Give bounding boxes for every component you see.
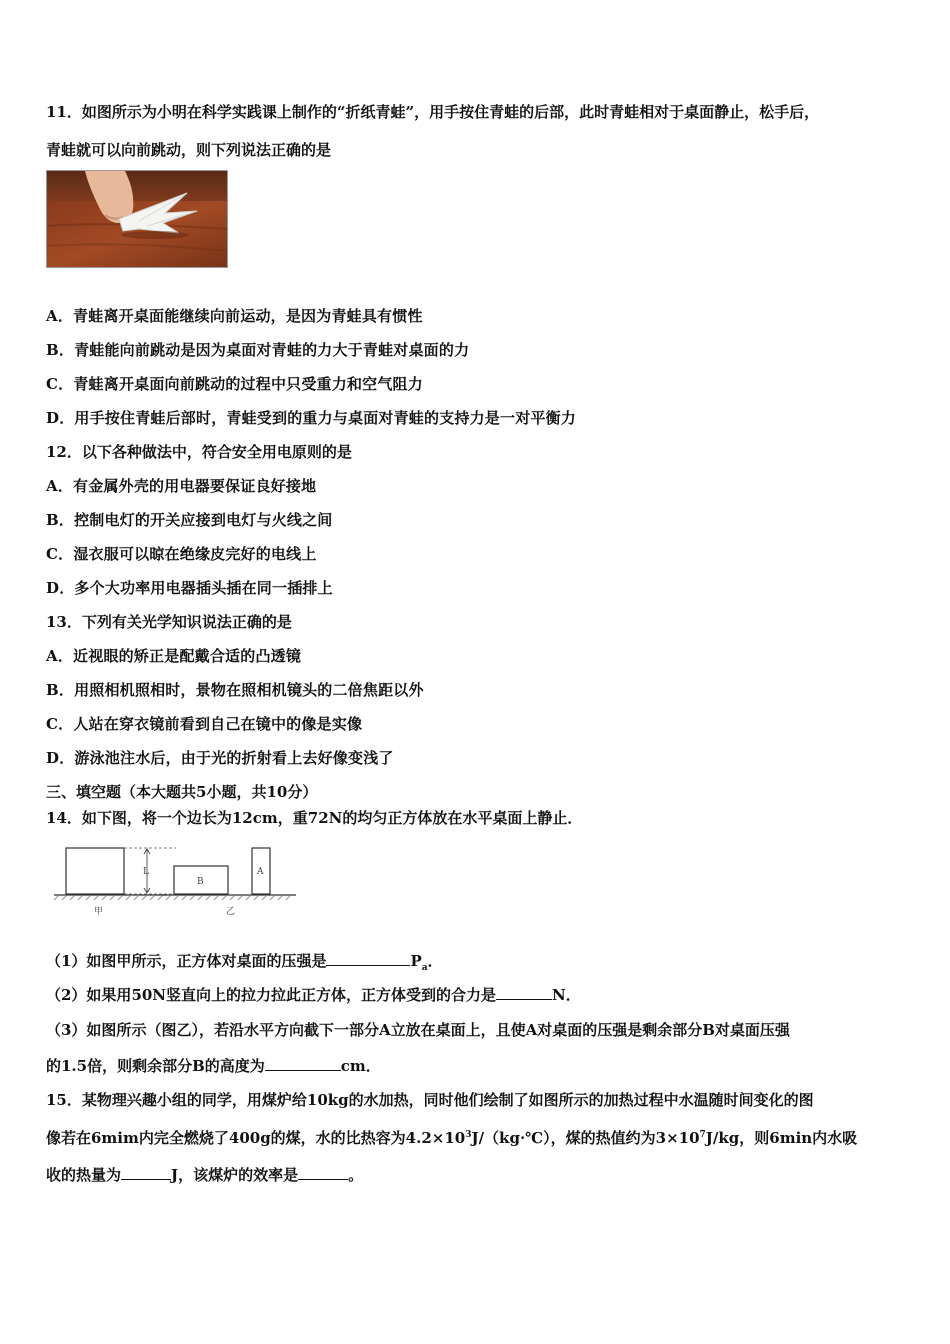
label-jia: 甲 bbox=[94, 907, 104, 917]
q13-option-d: D．游泳池注水后，由于光的折射看上去好像变浅了 bbox=[46, 749, 394, 767]
q13-option-b: B．用照相机照相时，景物在照相机镜头的二倍焦距以外 bbox=[46, 681, 424, 699]
q11-stem-line2: 青蛙就可以向前跳动，则下列说法正确的是 bbox=[46, 141, 332, 159]
q14-part3-line1: （3）如图所示（图乙），若沿水平方向截下一部分A立放在桌面上，且使A对桌面的压强是剩余部分B对桌面压强 bbox=[46, 1021, 790, 1039]
q11-option-c: C．青蛙离开桌面向前跳动的过程中只受重力和空气阻力 bbox=[46, 375, 423, 393]
label-B: B bbox=[197, 877, 204, 887]
q15-line1: 15．某物理兴趣小组的同学，用煤炉给10kg的水加热，同时他们绘制了如图所示的加热过程中水温随时间变化的图 bbox=[46, 1091, 814, 1109]
q14-part1: （1）如图甲所示，正方体对桌面的压强是 $P_a$． bbox=[46, 952, 443, 973]
q11-option-a: A．青蛙离开桌面能继续向前运动，是因为青蛙具有惯性 bbox=[46, 307, 423, 325]
label-L: L bbox=[143, 867, 149, 877]
paper-frog-photo bbox=[46, 170, 228, 268]
answer-blank-efficiency[interactable] bbox=[298, 1165, 348, 1180]
cube-jia bbox=[66, 848, 124, 894]
q12-option-b: B．控制电灯的开关应接到电灯与火线之间 bbox=[46, 511, 333, 529]
q12-stem: 12．以下各种做法中，符合安全用电原则的是 bbox=[46, 443, 352, 461]
q12-option-d: D．多个大功率用电器插头插在同一插排上 bbox=[46, 579, 333, 597]
paper-frog-image bbox=[47, 171, 227, 267]
section-fill-in-heading: 三、填空题（本大题共5小题，共10分） bbox=[46, 783, 318, 801]
label-A: A bbox=[257, 867, 264, 877]
q13-option-c: C．人站在穿衣镜前看到自己在镜中的像是实像 bbox=[46, 715, 363, 733]
q11-option-d: D．用手按住青蛙后部时，青蛙受到的重力与桌面对青蛙的支持力是一对平衡力 bbox=[46, 409, 577, 427]
q12-option-c: C．湿衣服可以晾在绝缘皮完好的电线上 bbox=[46, 545, 317, 563]
answer-blank-pressure[interactable] bbox=[326, 951, 410, 966]
answer-blank-height-b[interactable] bbox=[265, 1056, 341, 1071]
q12-option-a: A．有金属外壳的用电器要保证良好接地 bbox=[46, 477, 317, 495]
q14-stem: 14．如下图，将一个边长为12cm，重72N的均匀正方体放在水平桌面上静止． bbox=[46, 809, 583, 827]
q14-part3-line2: 的1.5倍，则剩余部分B的高度为 cm． bbox=[46, 1057, 381, 1075]
answer-blank-net-force[interactable] bbox=[496, 985, 552, 1000]
q14-cube-figure bbox=[46, 838, 308, 920]
q11-option-b: B．青蛙能向前跳动是因为桌面对青蛙的力大于青蛙对桌面的力 bbox=[46, 341, 470, 359]
q13-stem: 13．下列有关光学知识说法正确的是 bbox=[46, 613, 292, 631]
q15-line2: 像若在6mim内完全燃烧了400g的煤，水的比热容为$4.2\times 10^3J/(kg\cdot℃)$，煤的热值约为$3\times 10^7J/kg$，则6min内水吸 bbox=[46, 1129, 858, 1147]
q11-stem-line1: 11．如图所示为小明在科学实践课上制作的“折纸青蛙”，用手按住青蛙的后部，此时青蛙相对于桌面静止，松手后， bbox=[46, 103, 820, 121]
q14-part2: （2）如果用50N竖直向上的拉力拉此正方体，正方体受到的合力是 N． bbox=[46, 986, 581, 1004]
q15-line3: 收的热量为 J，该煤炉的效率是 。 bbox=[46, 1166, 364, 1184]
q13-option-a: A．近视眼的矫正是配戴合适的凸透镜 bbox=[46, 647, 302, 665]
label-yi: 乙 bbox=[226, 907, 236, 917]
answer-blank-heat[interactable] bbox=[121, 1165, 171, 1180]
